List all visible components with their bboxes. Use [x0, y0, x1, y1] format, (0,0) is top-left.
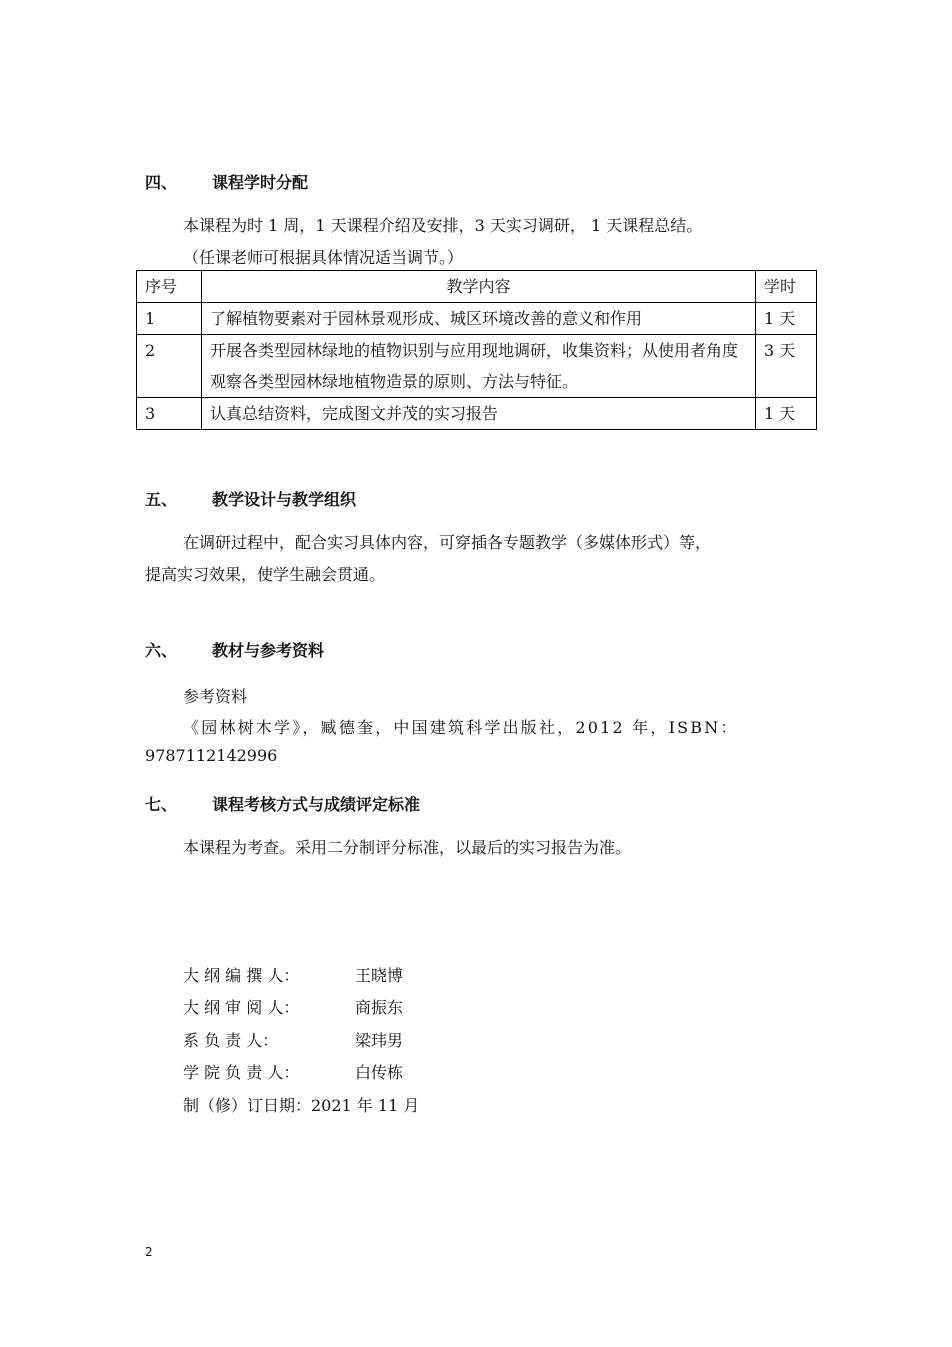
- section-4-number: 四、: [145, 173, 178, 192]
- section-5-number: 五、: [145, 490, 178, 509]
- row-content: 了解植物要素对于园林景观形成、城区环境改善的意义和作用: [202, 303, 756, 335]
- row-no: 1: [137, 303, 202, 335]
- signature-value: 梁玮男: [355, 1031, 404, 1050]
- signature-label: 大 纲 编 撰 人：: [183, 966, 300, 985]
- revision-date: 制（修）订日期：2021 年 11 月: [183, 1096, 420, 1115]
- section-7-number: 七、: [145, 795, 178, 814]
- signature-value: 王晓博: [355, 966, 404, 985]
- signature-reviewer: [183, 995, 403, 1018]
- signature-label: 大 纲 审 阅 人：: [183, 998, 300, 1017]
- table-row: [137, 398, 817, 430]
- table-row: [137, 335, 817, 398]
- signature-college-head: [183, 1060, 403, 1083]
- s4-text-line1: 本课程为时 1 周，1 天课程介绍及安排，3 天实习调研， 1 天课程总结。: [183, 216, 703, 235]
- header-no: 序号: [137, 271, 202, 303]
- s6-reference-line1: 《园林树木学》，臧德奎，中国建筑科学出版社，2012 年，ISBN：: [183, 718, 739, 737]
- signature-label: 学 院 负 责 人：: [183, 1063, 300, 1082]
- row-no: 3: [137, 398, 202, 430]
- schedule-table: [136, 270, 817, 430]
- section-4-title: 课程学时分配: [212, 173, 309, 192]
- s5-text-line1: 在调研过程中，配合实习具体内容，可穿插各专题教学（多媒体形式）等，: [183, 533, 712, 552]
- s6-reference-label: 参考资料: [183, 687, 248, 706]
- signature-label: 系 负 责 人：: [183, 1031, 279, 1050]
- signature-author: [183, 963, 403, 986]
- page-number: 2: [145, 1245, 153, 1259]
- signature-value: 商振东: [355, 998, 404, 1017]
- section-6-title: 教材与参考资料: [212, 641, 325, 660]
- row-content: 认真总结资料，完成图文并茂的实习报告: [202, 398, 756, 430]
- s6-reference-line2: 9787112142996: [145, 746, 278, 765]
- section-7-heading: [145, 792, 420, 815]
- section-6-heading: [145, 638, 324, 661]
- s4-text-line2: （任课老师可根据具体情况适当调节。）: [183, 248, 464, 267]
- section-5-heading: [145, 487, 356, 510]
- header-content: 教学内容: [202, 271, 756, 303]
- signature-value: 白传栋: [355, 1063, 404, 1082]
- row-hours: 3 天: [756, 335, 817, 398]
- table-row: [137, 303, 817, 335]
- s5-text-line2: 提高实习效果，使学生融会贯通。: [145, 565, 386, 584]
- row-content: 开展各类型园林绿地的植物识别与应用现地调研，收集资料；从使用者角度观察各类型园林绿地植物造景的原则、方法与特征。: [202, 335, 756, 398]
- row-hours: 1 天: [756, 303, 817, 335]
- signature-department-head: [183, 1028, 403, 1051]
- s7-text-line1: 本课程为考查。采用二分制评分标准，以最后的实习报告为准。: [183, 838, 632, 857]
- section-5-title: 教学设计与教学组织: [212, 490, 357, 509]
- row-no: 2: [137, 335, 202, 398]
- section-6-number: 六、: [145, 641, 178, 660]
- row-hours: 1 天: [756, 398, 817, 430]
- section-4-heading: [145, 170, 308, 193]
- section-7-title: 课程考核方式与成绩评定标准: [212, 795, 421, 814]
- table-header-row: [137, 271, 817, 303]
- header-hours: 学时: [756, 271, 817, 303]
